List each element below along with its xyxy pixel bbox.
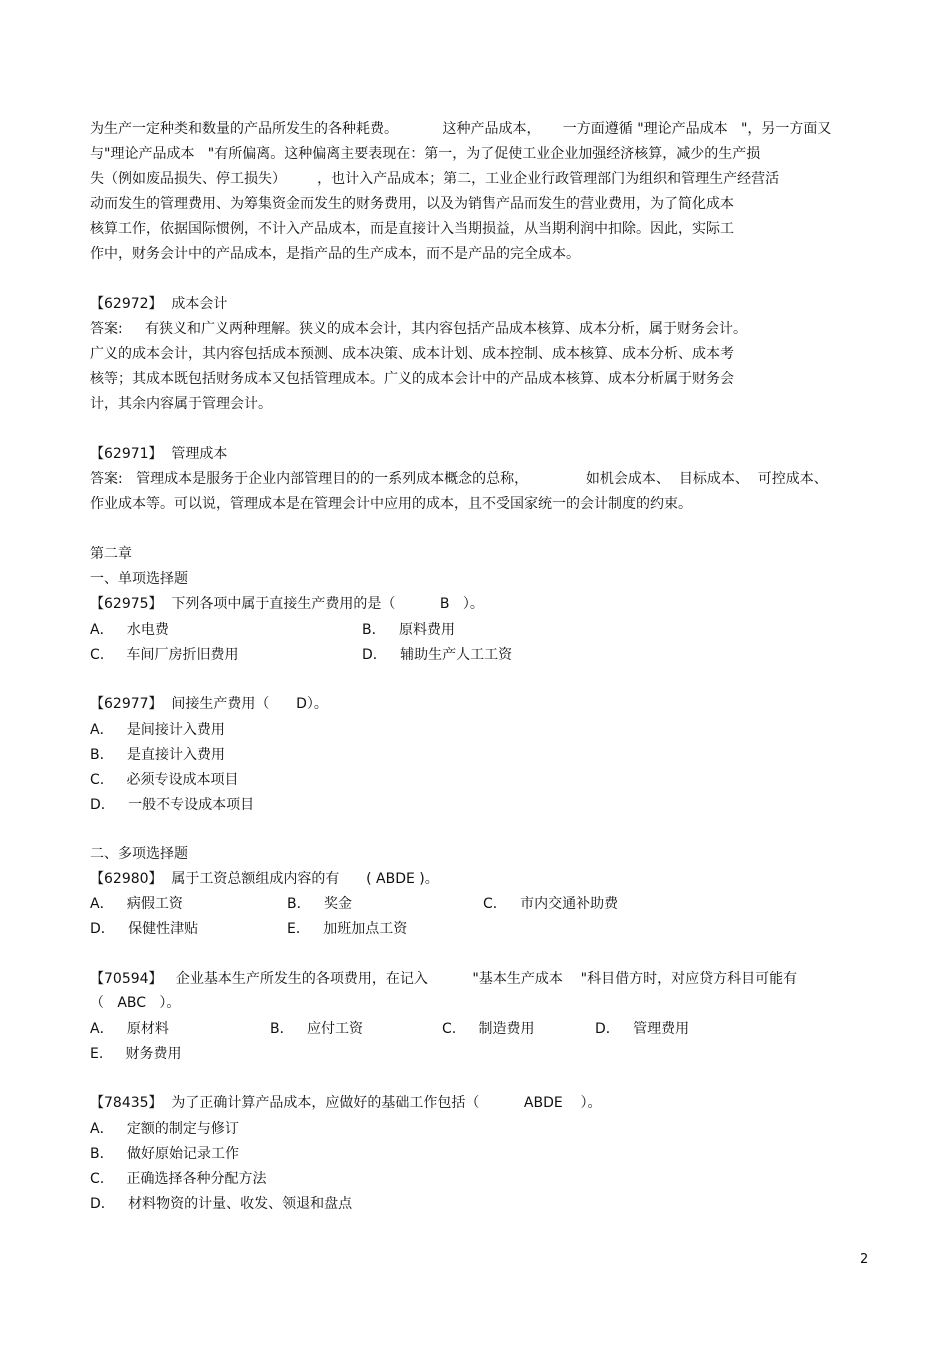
option-d: D． 管理费用 (595, 1021, 690, 1037)
page-number: 2 (860, 1252, 869, 1267)
option-a: A． 是间接计入费用 (90, 722, 225, 738)
question-stem: 【70594】 企业基本生产所发生的各项费用，在记入 "基本生产成本 "科目借方时，对应贷方科目可能有 (90, 971, 798, 987)
answer-line: 核等；其成本既包括财务成本又包括管理成本。广义的成本会计中的产品成本核算、成本分析属于财务会 (90, 371, 734, 387)
question-stem: 【62980】 属于工资总额组成内容的有 ( ABDE )。 (90, 871, 439, 887)
option-c: C. 必须专设成本项目 (90, 772, 239, 788)
answer-line: 广义的成本会计，其内容包括成本预测、成本决策、成本计划、成本控制、成本核算、成本分析、成本考 (90, 346, 734, 362)
term-heading: 【62971】 管理成本 (90, 446, 228, 462)
option-a: A． 水电费 (90, 622, 169, 638)
answer-line: 作业成本等。可以说，管理成本是在管理会计中应用的成本，且不受国家统一的会计制度的约束。 (90, 496, 692, 512)
option-c: C. 车间厂房折旧费用 (90, 647, 239, 663)
option-d: D． 材料物资的计量、收发、领退和盘点 (90, 1196, 353, 1212)
question-stem: 【78435】 为了正确计算产品成本，应做好的基础工作包括（ ABDE ）。 (90, 1095, 602, 1111)
option-d: D． 一般不专设成本项目 (90, 797, 255, 813)
paragraph-line: 作中，财务会计中的产品成本，是指产品的生产成本，而不是产品的完全成本。 (90, 246, 580, 262)
option-b: B． 奖金 (287, 896, 352, 912)
option-a: A． 病假工资 (90, 896, 183, 912)
option-b: B． 是直接计入费用 (90, 747, 225, 763)
option-c: C. 制造费用 (442, 1021, 535, 1037)
section-heading: 二、多项选择题 (90, 846, 188, 862)
answer-line: 答案: 有狭义和广义两种理解。狭义的成本会计，其内容包括产品成本核算、成本分析，属于财务会计。 (90, 321, 747, 337)
chapter-title: 第二章 (90, 546, 132, 562)
paragraph-line: 失（例如废品损失、停工损失） ，也计入产品成本；第二，工业企业行政管理部门为组织和管理生产经营活 (90, 171, 780, 187)
question-stem: 【62977】 间接生产费用（ D）。 (90, 696, 328, 712)
answer-line: 答案: 管理成本是服务于企业内部管理目的的一系列成本概念的总称， 如机会成本、 目标成本、 可控成本、 (90, 471, 828, 487)
question-stem-continued: （ ABC ）。 (90, 995, 181, 1011)
paragraph-line: 动而发生的管理费用、为筹集资金而发生的财务费用，以及为销售产品而发生的营业费用，为了简化成本 (90, 196, 734, 212)
option-c: C. 正确选择各种分配方法 (90, 1171, 267, 1187)
option-a: A． 原材料 (90, 1021, 169, 1037)
question-stem: 【62975】 下列各项中属于直接生产费用的是（ B ）。 (90, 596, 484, 612)
option-d: D． 辅助生产人工工资 (362, 647, 513, 663)
option-b: B． 做好原始记录工作 (90, 1146, 239, 1162)
term-heading: 【62972】 成本会计 (90, 296, 228, 312)
paragraph-line: 为生产一定种类和数量的产品所发生的各种耗费。 这种产品成本， 一方面遵循 "理论产品成本 "，另一方面又 (90, 121, 832, 137)
option-e: E． 加班加点工资 (287, 921, 408, 937)
option-a: A． 定额的制定与修订 (90, 1121, 239, 1137)
paragraph-line: 与"理论产品成本 "有所偏离。这种偏离主要表现在：第一，为了促使工业企业加强经济核算，减少的生产损 (90, 146, 761, 162)
option-e: E. 财务费用 (90, 1046, 182, 1062)
section-heading: 一、单项选择题 (90, 571, 188, 587)
option-b: B． 原料费用 (362, 622, 455, 638)
answer-line: 计，其余内容属于管理会计。 (90, 396, 272, 412)
option-c: C． 市内交通补助费 (483, 896, 619, 912)
paragraph-line: 核算工作，依据国际惯例，不计入产品成本，而是直接计入当期损益，从当期利润中扣除。因此，实际工 (90, 221, 734, 237)
option-b: B． 应付工资 (270, 1021, 363, 1037)
option-d: D． 保健性津贴 (90, 921, 199, 937)
